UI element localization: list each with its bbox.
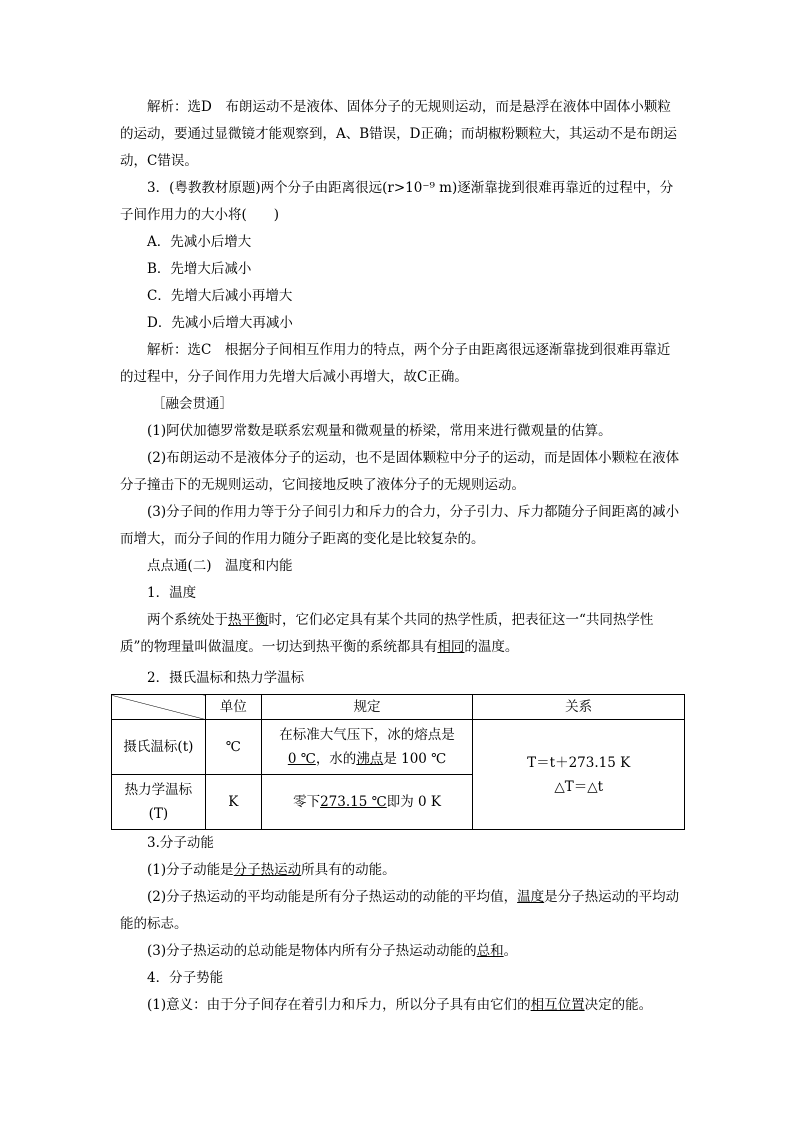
temperature-scale-table [111,694,685,830]
heading-kinetic-energy: 3.分子动能 [147,835,214,851]
underlined-term: 分子热运动 [233,862,302,878]
kelvin-rule [261,775,473,830]
summary-item-1: (1)阿伏加德罗常数是联系宏观量和微观量的桥梁，常用来进行微观量的估算。 [147,423,612,439]
header-rule: 规定 [261,695,473,720]
temperature-definition [120,607,680,661]
celsius-name: 摄氏温标(t) [112,720,206,775]
summary-item-3: (3)分子间的作用力等于分子间引力和斥力的合力，分子引力、斥力都随分子间距离的减小而增大，而分子间的作用力随分子距离的变化是比较复杂的。 [120,504,680,547]
text-run: 两个系统处于 [147,612,228,628]
text-run: (2)分子热运动的平均动能是所有分子热运动的动能的平均值， [147,889,518,905]
analysis-lead: 解析：选D [147,99,212,115]
underlined-term: 沸点 [356,751,384,767]
underlined-term: 温度 [517,889,545,905]
relation-formula-1: T＝t＋273.15 K [527,754,631,771]
table-corner-cell [112,695,206,720]
section-title: 点点通(二) 温度和内能 [147,558,293,574]
summary-title: ［融会贯通］ [152,396,233,412]
underlined-term: 总和 [476,943,504,959]
analysis-paragraph-q2 [120,94,680,175]
text-run: ，水的 [315,751,357,767]
text-run: 是分子热运动的平均动能的标志。 [120,889,680,932]
text-run: 在标准大气压下，冰的熔点是 [279,727,455,743]
kinetic-item-3 [120,938,680,965]
celsius-rule [261,720,473,775]
option-d: D．先减小后增大再减小 [147,315,293,331]
header-unit: 单位 [205,695,261,720]
text-run: (3)分子热运动的总动能是物体内所有分子热运动动能的 [147,943,477,959]
potential-item-1 [120,992,680,1019]
underlined-term: 相互位置 [530,997,585,1013]
analysis-paragraph-q3 [120,337,680,391]
relation-cell [473,720,685,830]
text-run: 。 [503,943,518,959]
text-run: 零下 [293,794,321,810]
heading-potential-energy: 4．分子势能 [147,970,224,986]
kelvin-name: 热力学温标(T) [112,775,206,830]
analysis-lead: 解析：选C [147,342,212,358]
text-run: 的温度。 [464,639,519,655]
analysis-text: 根据分子间相互作用力的特点，两个分子由距离很远逐渐靠拢到很难再靠近的过程中，分子间作用力先增大后减小再增大，故C正确。 [120,342,671,385]
kelvin-unit: K [205,775,261,830]
table-header-row [112,695,685,720]
celsius-unit: ℃ [205,720,261,775]
option-c: C．先增大后减小再增大 [147,288,293,304]
relation-formula-2: △T＝△t [554,778,604,795]
text-run: (1)分子动能是 [147,862,234,878]
analysis-text: 布朗运动不是液体、固体分子的无规则运动，而是悬浮在液体中固体小颗粒的运动，要通过显微镜才能观察到，A、B错误，D正确；而胡椒粉颗粒大，其运动不是布朗运动，C错误。 [120,99,677,169]
underlined-term: 0 ℃ [287,751,316,767]
kinetic-item-2 [120,884,680,938]
kinetic-item-1 [120,857,680,884]
underlined-term: 相同 [437,639,465,655]
text-run: 是 100 ℃ [383,751,447,767]
text-run: 所具有的动能。 [301,862,396,878]
summary-item-2: (2)布朗运动不是液体分子的运动，也不是固体颗粒中分子的运动，而是固体小颗粒在液体分子撞击下的无规则运动，它间接地反映了液体分子的无规则运动。 [120,450,680,493]
heading-temperature: 1．温度 [147,585,197,601]
underlined-term: 热平衡 [228,612,269,628]
table-row [112,720,685,775]
text-run: (1)意义：由于分子间存在着引力和斥力，所以分子具有由它们的 [147,997,531,1013]
option-b: B．先增大后减小 [147,261,252,277]
text-run: 决定的能。 [584,997,653,1013]
question-3-stem: 3．(粤教教材原题)两个分子由距离很远(r>10⁻⁹ m)逐渐靠拢到很难再靠近的过程中，分子间作用力的大小将( ) [120,180,674,223]
underlined-term: 273.15 ℃ [320,794,387,810]
heading-temperature-scales: 2．摄氏温标和热力学温标 [147,670,305,686]
header-relation: 关系 [473,695,685,720]
option-a: A．先减小后增大 [147,234,252,250]
text-run: 时，它们必定具有某个共同的热学性质，把表征这一“共同热学性质”的物理量叫做温度。一切达到热平衡的系统都具有 [120,612,654,655]
text-run: 即为 0 K [386,794,441,810]
